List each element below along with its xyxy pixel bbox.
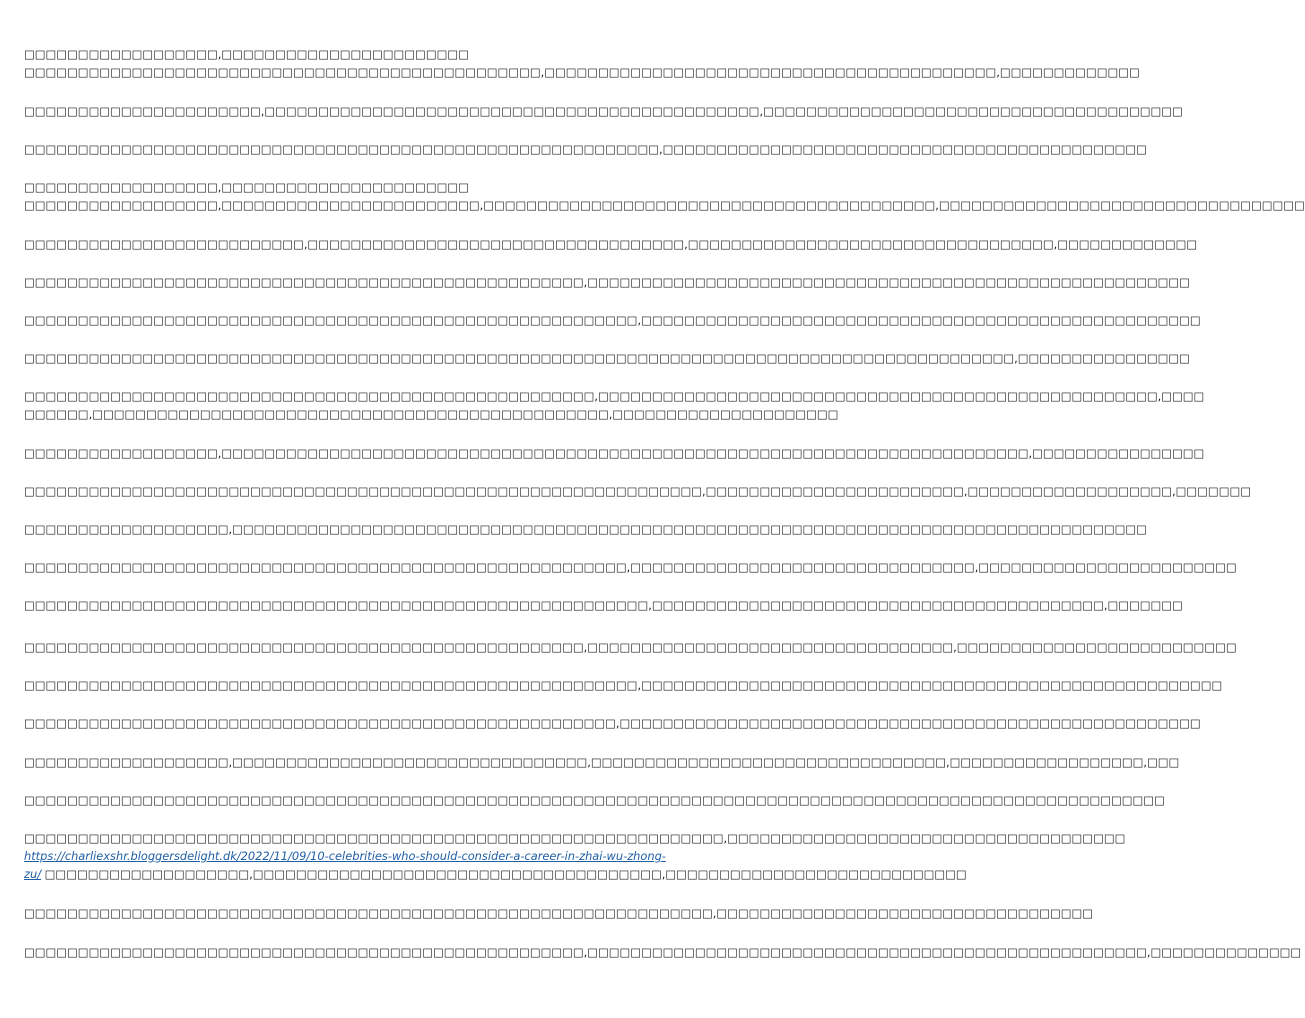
paragraph: □□□□□□□□□□□□□□□□□□□□□□□□□□□□□□□□□□□□□□□□□□□□□□□□□□□□□□□□□□□□□□□□□□□□□□□□□□□□□□□□□□□□□□□□□□□□,□□□□□□□□□□□□□□□□: [24, 351, 1190, 365]
article-link[interactable]: zu/: [24, 867, 42, 881]
link-paragraph: [24, 829, 1126, 883]
paragraph-line: □□□□□□□□□□□□□□□□□□,□□□□□□□□□□□□□□□□□□□□□□□: [24, 47, 469, 61]
paragraph-line: [24, 865, 967, 883]
paragraph: [24, 387, 1205, 423]
paragraph: □□□□□□□□□□□□□□□□□□□□□□□□□□□□□□□□□□□□□□□□□□□□□□□□□□□□,□□□□□□□□□□□□□□□□□□□□□□□□□□□□□□□□□□,□□□□□□□□□□□□□□□□□□□□□□□□□□: [24, 640, 1237, 654]
paragraph: □□□□□□□□□□□□□□□□□□□□□□□□□□□□□□□□□□□□□□□□□□□□□□□□□□□□□□□□□□□□□□□,□□□□□□□□□□□□□□□□□□□□□□□□,□□□□□□□□□□□□□□□□□□□,□□□□□□□: [24, 484, 1251, 498]
paragraph-line: □□□□□□□□□□□□□□□□□□,□□□□□□□□□□□□□□□□□□□□□□□: [24, 180, 469, 194]
paragraph: □□□□□□□□□□□□□□□□□□□□□□□□□□□□□□□□□□□□□□□□□□□□□□□□□□□□□□□□□□□,□□□□□□□□□□□□□□□□□□□□□□□□□□□□□□□□□□□□□□□□□□□□□: [24, 142, 1147, 156]
paragraph: □□□□□□□□□□□□□□□□□□□□□□□□□□□□□□□□□□□□□□□□□□□□□□□□□□□□,□□□□□□□□□□□□□□□□□□□□□□□□□□□□□□□□□□□□□□□□□□□□□□□□□□□□□□□□: [24, 275, 1190, 289]
paragraph: □□□□□□□□□□□□□□□□□□□□□□□□□□,□□□□□□□□□□□□□□□□□□□□□□□□□□□□□□□□□□□,□□□□□□□□□□□□□□□□□□□□□□□□□□□□□□□□□□,□□□□□□□□□□□□□: [24, 237, 1198, 251]
paragraph: □□□□□□□□□□□□□□□□□□□,□□□□□□□□□□□□□□□□□□□□□□□□□□□□□□□□□,□□□□□□□□□□□□□□□□□□□□□□□□□□□□□□□□□,□□□□□□□□□□□□□□□□□□,□□□: [24, 755, 1180, 769]
paragraph-line: [24, 847, 696, 865]
paragraph: □□□□□□□□□□□□□□□□□□□□□□□□□□□□□□□□□□□□□□□□□□□□□□□□□□□□□□□□□□□□□□□□□□□□□□□□□□□□□□□□□□□□□□□□□□□□□□□□□□□□□□□□□□: [24, 793, 1165, 807]
paragraph-line: □□□□□□□□□□□□□□□□□□□□□□□□□□□□□□□□□□□□□□□□□□□□□□□□□□□□□□□□□□□□□□□□□,□□□□□□□□□□□□□□□□□□□□□□□□□□□□□□□□□□□□□: [24, 831, 1126, 845]
paragraph: □□□□□□□□□□□□□□□□□□□□□□□□□□□□□□□□□□□□□□□□□□□□□□□□□□□□,□□□□□□□□□□□□□□□□□□□□□□□□□□□□□□□□□□□□□□□□□□□□□□□□□□□□,□□□□□□□□□□□□□□: [24, 945, 1302, 959]
article-link[interactable]: https://charliexshr.bloggersdelight.dk/2022/11/09/10-celebrities-who-should-consider-a-career-in-zhai-wu-zhong-: [24, 849, 666, 863]
paragraph-text: □□□□□□□□□□□□□□□□□□□,□□□□□□□□□□□□□□□□□□□□□□□□□□□□□□□□□□□□□□,□□□□□□□□□□□□□□□□□□□□□□□□□□□□: [41, 867, 967, 881]
paragraph: □□□□□□□□□□□□□□□□□□□□□□□□□□□□□□□□□□□□□□□□□□□□□□□□□□□□□□□□□,□□□□□□□□□□□□□□□□□□□□□□□□□□□□□□□□□□□□□□□□□□□□□□□□□□□□□□: [24, 678, 1223, 692]
paragraph-line: □□□□□□,□□□□□□□□□□□□□□□□□□□□□□□□□□□□□□□□□□□□□□□□□□□□□□□□,□□□□□□□□□□□□□□□□□□□□□: [24, 407, 839, 421]
paragraph: □□□□□□□□□□□□□□□□□□□□□□,□□□□□□□□□□□□□□□□□□□□□□□□□□□□□□□□□□□□□□□□□□□□□□,□□□□□□□□□□□□□□□□□□□□□□□□□□□□□□□□□□□□□□□: [24, 104, 1183, 118]
paragraph: □□□□□□□□□□□□□□□□□□□□□□□□□□□□□□□□□□□□□□□□□□□□□□□□□□□□□□□□□□□□□□□□,□□□□□□□□□□□□□□□□□□□□□□□□□□□□□□□□□□□: [24, 906, 1094, 920]
paragraph: □□□□□□□□□□□□□□□□□□□□□□□□□□□□□□□□□□□□□□□□□□□□□□□□□□□□□□□□□□,□□□□□□□□□□□□□□□□□□□□□□□□□□□□□□□□□□□□□□□□□□,□□□□□□□: [24, 598, 1183, 612]
paragraph: □□□□□□□□□□□□□□□□□□□□□□□□□□□□□□□□□□□□□□□□□□□□□□□□□□□□□□□□,□□□□□□□□□□□□□□□□□□□□□□□□□□□□□□□□,□□□□□□□□□□□□□□□□□□□□□□□□: [24, 560, 1237, 574]
paragraph-line: □□□□□□□□□□□□□□□□□□□□□□□□□□□□□□□□□□□□□□□□□□□□□□□□,□□□□□□□□□□□□□□□□□□□□□□□□□□□□□□□□□□□□□□□□□□,□□□□□□□□□□□□□: [24, 65, 1140, 79]
paragraph: [24, 45, 1140, 81]
paragraph: [24, 178, 1305, 214]
paragraph-line: □□□□□□□□□□□□□□□□□□□□□□□□□□□□□□□□□□□□□□□□□□□□□□□□□□□□□,□□□□□□□□□□□□□□□□□□□□□□□□□□□□□□□□□□□□□□□□□□□□□□□□□□□□,□□□□: [24, 389, 1205, 403]
paragraph: □□□□□□□□□□□□□□□□□□□,□□□□□□□□□□□□□□□□□□□□□□□□□□□□□□□□□□□□□□□□□□□□□□□□□□□□□□□□□□□□□□□□□□□□□□□□□□□□□□□□□□□□□: [24, 522, 1147, 536]
paragraph: □□□□□□□□□□□□□□□□□□,□□□□□□□□□□□□□□□□□□□□□□□□□□□□□□□□□□□□□□□□□□□□□□□□□□□□□□□□□□□□□□□□□□□□□□□□□□□,□□□□□□□□□□□□□□□□: [24, 446, 1205, 460]
paragraph: □□□□□□□□□□□□□□□□□□□□□□□□□□□□□□□□□□□□□□□□□□□□□□□□□□□□□□□□□,□□□□□□□□□□□□□□□□□□□□□□□□□□□□□□□□□□□□□□□□□□□□□□□□□□□□: [24, 313, 1201, 327]
paragraph: □□□□□□□□□□□□□□□□□□□□□□□□□□□□□□□□□□□□□□□□□□□□□□□□□□□□□□□,□□□□□□□□□□□□□□□□□□□□□□□□□□□□□□□□□□□□□□□□□□□□□□□□□□□□□□: [24, 716, 1201, 730]
paragraph-line: □□□□□□□□□□□□□□□□□□,□□□□□□□□□□□□□□□□□□□□□□□□,□□□□□□□□□□□□□□□□□□□□□□□□□□□□□□□□□□□□□□□□□□,□□□□□□□□□□□□□□□□□□□□□□□□□□□□□□□□□□: [24, 198, 1305, 212]
